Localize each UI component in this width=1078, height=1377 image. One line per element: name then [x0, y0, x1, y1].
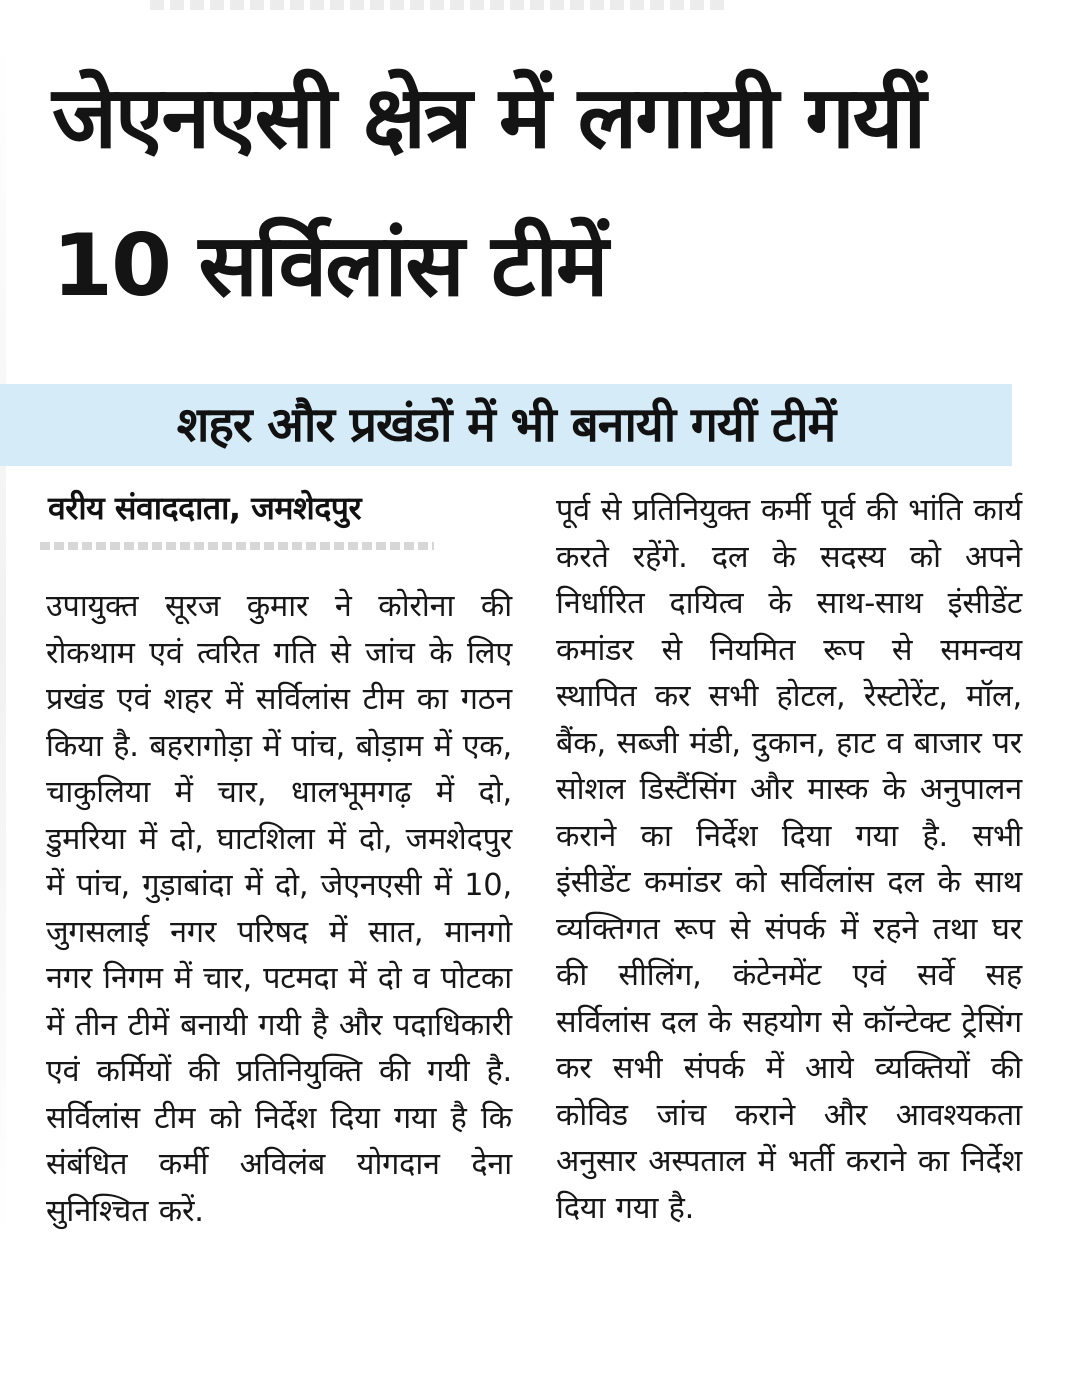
headline: जेएनएसी क्षेत्र में लगायी गयीं 10 सर्विलांस टीमें	[52, 68, 925, 316]
top-decorative-rule	[150, 0, 730, 10]
byline: वरीय संवाददाता, जमशेदपुर	[48, 489, 362, 527]
article-column-2: पूर्व से प्रतिनियुक्त कर्मी पूर्व की भांति कार्य करते रहेंगे. दल के सदस्य को अपने निर्धारित दायित्व के साथ-साथ इंसीडेंट कमांडर से नियमित रूप से समन्वय स्थापित कर सभी होटल, रेस्टोरेंट, मॉल, बैंक, सब्जी मंडी, दुकान, हाट व बाजार पर सोशल डिस्टैंसिंग और मास्क के अनुपालन कराने का निर्देश दिया गया है. सभी इंसीडेंट कमांडर को सर्विलांस दल के साथ व्यक्तिगत रूप से संपर्क में रहने तथा घर की सीलिंग, कंटेनमेंट एवं सर्वे सह सर्विलांस दल के सहयोग से कॉन्टेक्ट ट्रेसिंग कर सभी संपर्क में आये व्यक्तियों की कोविड जांच कराने और आवश्यकता अनुसार अस्पताल में भर्ती कराने का निर्देश दिया गया है.	[556, 493, 1022, 1226]
subheadline: शहर और प्रखंडों में भी बनायी गयीं टीमें	[176, 397, 836, 453]
byline-underline	[40, 542, 434, 550]
article-column-1: उपायुक्त सूरज कुमार ने कोरोना की रोकथाम एवं त्वरित गति से जांच के लिए प्रखंड एवं शहर में सर्विलांस टीम का गठन किया है. बहरागोड़ा में पांच, बोड़ाम में एक, चाकुलिया में चार, धालभूमगढ़ में दो, डुमरिया में दो, घाटशिला में दो, जमशेदपुर में पांच, गुड़ाबांदा में दो, जेएनएसी में 10, जुगसलाई नगर परिषद में सात, मानगो नगर निगम में चार, पटमदा में दो व पोटका में तीन टीमें बनायी गयी है और पदाधिकारी एवं कर्मियों की प्रतिनियुक्ति की गयी है. सर्विलांस टीम को निर्देश दिया गया है कि संबंधित कर्मी अविलंब योगदान देना सुनिश्चित करें.	[46, 589, 512, 1229]
page-edge-shadow	[0, 40, 6, 1240]
